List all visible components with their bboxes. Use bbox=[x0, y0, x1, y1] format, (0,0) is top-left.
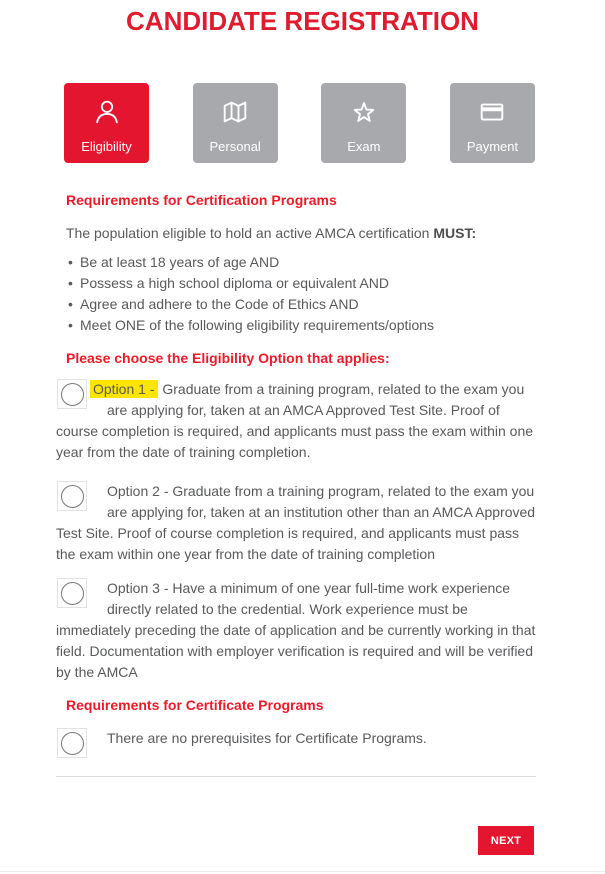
certification-intro bbox=[56, 223, 536, 244]
certificate-option-label: There are no prerequisites for Certificate Programs. bbox=[107, 730, 427, 746]
choose-eligibility-heading: Please choose the Eligibility Option that applies: bbox=[66, 350, 390, 366]
certificate-option-row[interactable] bbox=[56, 728, 536, 758]
radio-circle bbox=[61, 485, 84, 508]
next-row bbox=[56, 826, 536, 855]
radio-circle bbox=[61, 383, 84, 406]
step-tile-payment[interactable] bbox=[450, 83, 535, 163]
radio-circle bbox=[61, 582, 84, 605]
option-1-label: Option 1 - Graduate from a training program, related to the exam you are applying for, taken at an AMCA Approved Test Site. Proof of course completion is required, and applicants must pass the exam within one year from the date of training completion. bbox=[56, 381, 534, 460]
page-title: CANDIDATE REGISTRATION bbox=[126, 6, 479, 36]
step-tile-personal[interactable] bbox=[193, 83, 278, 163]
highlighted-option-text: Option 1 - bbox=[90, 380, 158, 398]
step-label: Personal bbox=[209, 139, 261, 154]
step-label: Payment bbox=[466, 139, 519, 154]
certificate-option-radio[interactable] bbox=[57, 728, 87, 758]
step-label: Exam bbox=[347, 139, 381, 154]
option-2-radio[interactable] bbox=[57, 481, 87, 511]
certification-requirements-heading: Requirements for Certification Programs bbox=[66, 192, 337, 208]
requirement-bullet: • Meet ONE of the following eligibility requirements/options bbox=[68, 315, 536, 336]
step-tile-exam[interactable] bbox=[321, 83, 406, 163]
candidate-registration-page bbox=[0, 6, 605, 855]
bottom-border bbox=[0, 871, 605, 872]
requirement-bullet: • Be at least 18 years of age AND bbox=[68, 252, 536, 273]
next-button[interactable]: NEXT bbox=[478, 826, 534, 855]
radio-circle bbox=[61, 732, 84, 755]
option-1-radio[interactable] bbox=[57, 379, 87, 409]
section-divider bbox=[56, 776, 536, 777]
option-3-radio[interactable] bbox=[57, 578, 87, 608]
requirement-bullet: • Possess a high school diploma or equivalent AND bbox=[68, 273, 536, 294]
option-3-label: Option 3 - Have a minimum of one year full-time work experience directly related to the credential. Work experience must be immediately preceding the date of application and be currently working in that field. Documentation with employer verification is required and will be verified by the AMCA bbox=[56, 580, 536, 680]
star-icon bbox=[349, 97, 379, 127]
step-label: Eligibility bbox=[81, 139, 132, 154]
certification-intro-text: The population eligible to hold an active AMCA certification bbox=[66, 225, 434, 241]
must-emphasis: MUST: bbox=[433, 225, 477, 241]
card-icon bbox=[477, 97, 507, 127]
content bbox=[56, 83, 536, 855]
certification-requirements-list bbox=[56, 252, 536, 336]
requirement-bullet: • Agree and adhere to the Code of Ethics AND bbox=[68, 294, 536, 315]
option-3-row[interactable] bbox=[56, 578, 536, 683]
map-icon bbox=[220, 97, 250, 127]
person-icon bbox=[92, 97, 122, 127]
option-2-row[interactable] bbox=[56, 481, 536, 565]
step-tile-eligibility[interactable] bbox=[64, 83, 149, 163]
option-1-row[interactable] bbox=[56, 379, 536, 463]
option-2-label: Option 2 - Graduate from a training program, related to the exam you are applying for, taken at an institution other than an AMCA Approved Test Site. Proof of course completion is required, and applicants must pass the exam within one year from the date of training completion bbox=[56, 483, 536, 562]
eligibility-options bbox=[56, 379, 536, 683]
certificate-requirements-heading: Requirements for Certificate Programs bbox=[66, 697, 324, 713]
steps-row bbox=[64, 83, 535, 163]
